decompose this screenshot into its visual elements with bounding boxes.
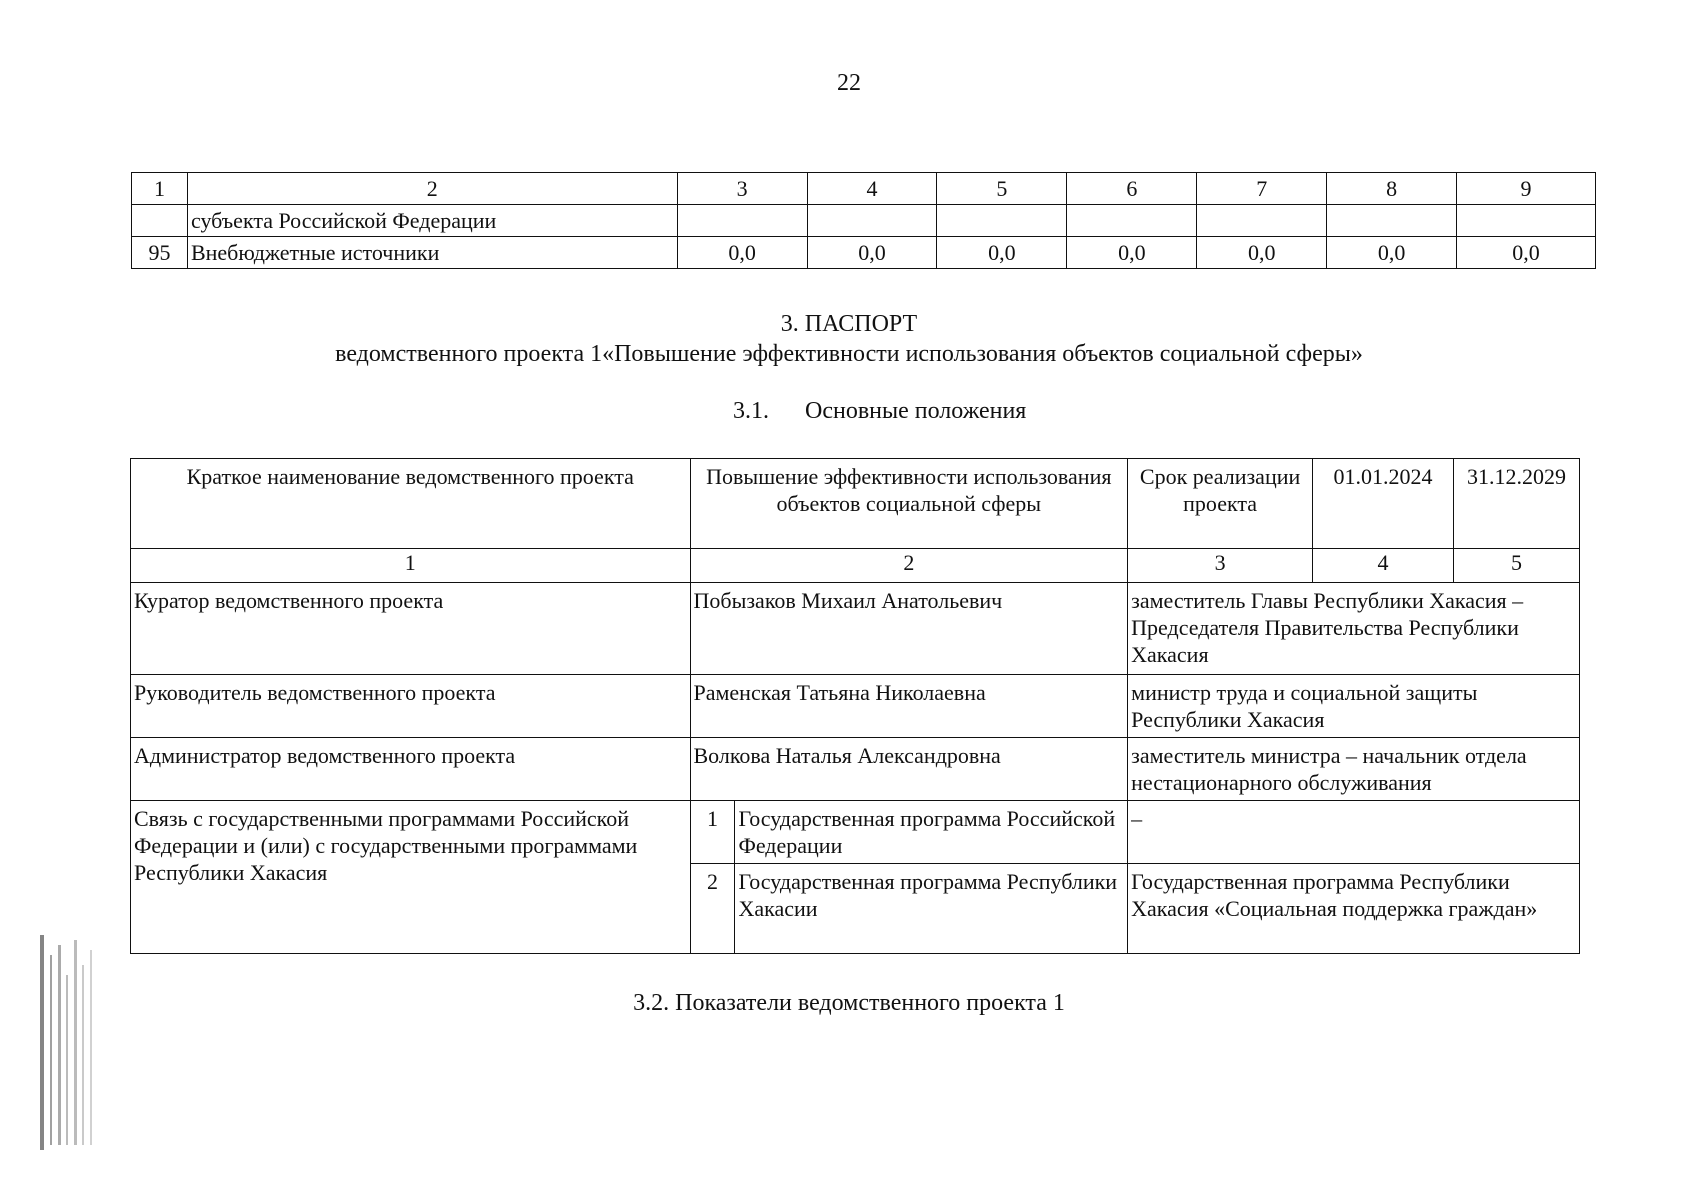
head-name: Раменская Татьяна Николаевна bbox=[690, 675, 1128, 738]
header-cell: 7 bbox=[1197, 173, 1327, 205]
admin-row bbox=[131, 738, 1580, 801]
budget-table bbox=[131, 172, 1596, 269]
program-value: – bbox=[1128, 801, 1580, 864]
value-cell bbox=[1067, 205, 1197, 237]
column-number: 3 bbox=[1128, 549, 1313, 583]
program-name: Государственная программа Республики Хакасии bbox=[735, 864, 1128, 954]
column-number: 4 bbox=[1313, 549, 1454, 583]
value-cell: 0,0 bbox=[1197, 237, 1327, 269]
value-cell: 0,0 bbox=[807, 237, 937, 269]
program-number: 1 bbox=[690, 801, 735, 864]
curator-label: Куратор ведомственного проекта bbox=[131, 583, 691, 675]
header-cell: 6 bbox=[1067, 173, 1197, 205]
value-cell: 0,0 bbox=[677, 237, 807, 269]
column-number: 1 bbox=[131, 549, 691, 583]
head-row bbox=[131, 675, 1580, 738]
row-label: субъекта Российской Федерации bbox=[187, 205, 677, 237]
value-cell: 0,0 bbox=[1457, 237, 1596, 269]
table-row bbox=[131, 459, 1580, 549]
program-name: Государственная программа Российской Федерации bbox=[735, 801, 1128, 864]
header-cell: 5 bbox=[937, 173, 1067, 205]
subsection-number: 3.1. bbox=[733, 398, 769, 424]
admin-name: Волкова Наталья Александровна bbox=[690, 738, 1128, 801]
value-cell bbox=[1327, 205, 1457, 237]
short-name-value: Повышение эффективности использования объектов социальной сферы bbox=[690, 459, 1128, 549]
admin-position: заместитель министра – начальник отдела нестационарного обслуживания bbox=[1128, 738, 1580, 801]
column-number: 5 bbox=[1454, 549, 1580, 583]
value-cell bbox=[807, 205, 937, 237]
table-header-row bbox=[132, 173, 1596, 205]
passport-table bbox=[130, 458, 1580, 954]
head-label: Руководитель ведомственного проекта bbox=[131, 675, 691, 738]
section-title: 3. ПАСПОРТ bbox=[780, 311, 918, 337]
subsection-title: Основные положения bbox=[805, 398, 1027, 424]
header-cell: 3 bbox=[677, 173, 807, 205]
header-cell: 1 bbox=[132, 173, 188, 205]
row-number: 95 bbox=[132, 237, 188, 269]
start-date: 01.01.2024 bbox=[1313, 459, 1454, 549]
curator-position: заместитель Главы Республики Хакасия – Председателя Правительства Республики Хакасия bbox=[1128, 583, 1580, 675]
row-label: Внебюджетные источники bbox=[187, 237, 677, 269]
curator-row bbox=[131, 583, 1580, 675]
header-cell: 4 bbox=[807, 173, 937, 205]
section-subtitle: ведомственного проекта 1«Повышение эффективности использования объектов социальной сферы» bbox=[335, 341, 1363, 367]
table-row bbox=[132, 205, 1596, 237]
head-position: министр труда и социальной защиты Республики Хакасия bbox=[1128, 675, 1580, 738]
subsection-title: 3.2. Показатели ведомственного проекта 1 bbox=[633, 990, 1065, 1016]
end-date: 31.12.2029 bbox=[1454, 459, 1580, 549]
column-number-row bbox=[131, 549, 1580, 583]
value-cell: 0,0 bbox=[1067, 237, 1197, 269]
column-number: 2 bbox=[690, 549, 1128, 583]
short-name-label: Краткое наименование ведомственного проекта bbox=[131, 459, 691, 549]
curator-name: Побызаков Михаил Анатольевич bbox=[690, 583, 1128, 675]
header-cell: 8 bbox=[1327, 173, 1457, 205]
page-number: 22 bbox=[837, 70, 861, 96]
program-number: 2 bbox=[690, 864, 735, 954]
program-value: Государственная программа Республики Хакасия «Социальная поддержка граждан» bbox=[1128, 864, 1580, 954]
value-cell bbox=[1197, 205, 1327, 237]
value-cell bbox=[937, 205, 1067, 237]
row-number bbox=[132, 205, 188, 237]
admin-label: Администратор ведомственного проекта bbox=[131, 738, 691, 801]
value-cell: 0,0 bbox=[1327, 237, 1457, 269]
programs-label: Связь с государственными программами Российской Федерации и (или) с государственными программами Республики Хакасия bbox=[131, 801, 691, 954]
header-cell: 9 bbox=[1457, 173, 1596, 205]
table-row bbox=[132, 237, 1596, 269]
registration-stamp-icon bbox=[38, 935, 96, 1150]
value-cell bbox=[677, 205, 807, 237]
value-cell bbox=[1457, 205, 1596, 237]
program-row bbox=[131, 801, 1580, 864]
header-cell: 2 bbox=[187, 173, 677, 205]
value-cell: 0,0 bbox=[937, 237, 1067, 269]
period-label: Срок реализации проекта bbox=[1128, 459, 1313, 549]
